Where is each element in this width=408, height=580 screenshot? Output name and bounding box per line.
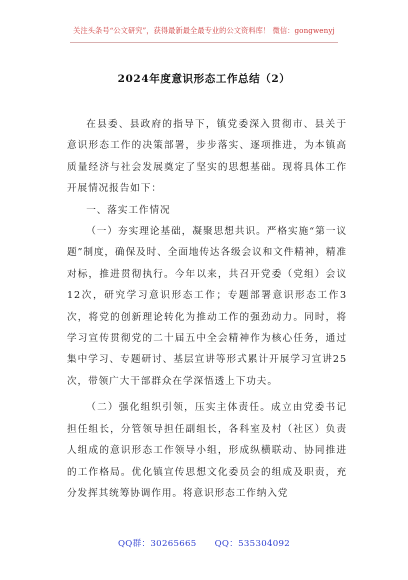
footer-qq-group: QQ群：30265665: [117, 539, 197, 549]
document-body: [67, 114, 347, 504]
footer-qq-number: QQ：535304092: [214, 539, 291, 549]
intro-paragraph: 在县委、县政府的指导下，镇党委深入贯彻市、县关于意识形态工作的决策部署，步步落实、逐项推进，为本镇高质量经济与社会发展奠定了坚实的思想基础。现将具体工作开展情况报告如下：: [67, 119, 347, 195]
section-heading: 一、落实工作情况: [86, 204, 171, 216]
header-divider: [70, 42, 338, 43]
footer-contact: [0, 537, 408, 549]
body-paragraph: （二）强化组织引领，压实主体责任。成立由党委书记担任组长，分管领导担任副组长，各科室及村（社区）负责人组成的意识形态工作领导小组，形成纵横联动、协同推进的工作格局。优化镇宣传思想文化委员会的组成及职责，充分发挥其统筹协调作用。将意识形态工作纳入党: [67, 402, 347, 499]
document-title: 2024年度意识形态工作总结（2）: [117, 73, 291, 85]
header-banner: 关注头条号“公文研究”，获得最新最全最专业的公文资料库！ 微信：gongwenyj: [73, 26, 335, 35]
body-paragraph: （一）夯实理论基础，凝聚思想共识。严格实施“第一议题”制度，确保及时、全面地传达各级会议和文件精神，精准对标，推进贯彻执行。今年以来，共召开党委（党组）会议12次，研究学习意识形态工作；专题部署意识形态工作3次，将党的创新理论转化为推动工作的强劲动力。同时，将学习宣传贯彻党的二十届五中全会精神作为核心任务，通过集中学习、专题研讨、基层宣讲等形式累计开展学习宣讲25次，带领广大干部群众在学深悟透上下功夫。: [67, 226, 347, 387]
